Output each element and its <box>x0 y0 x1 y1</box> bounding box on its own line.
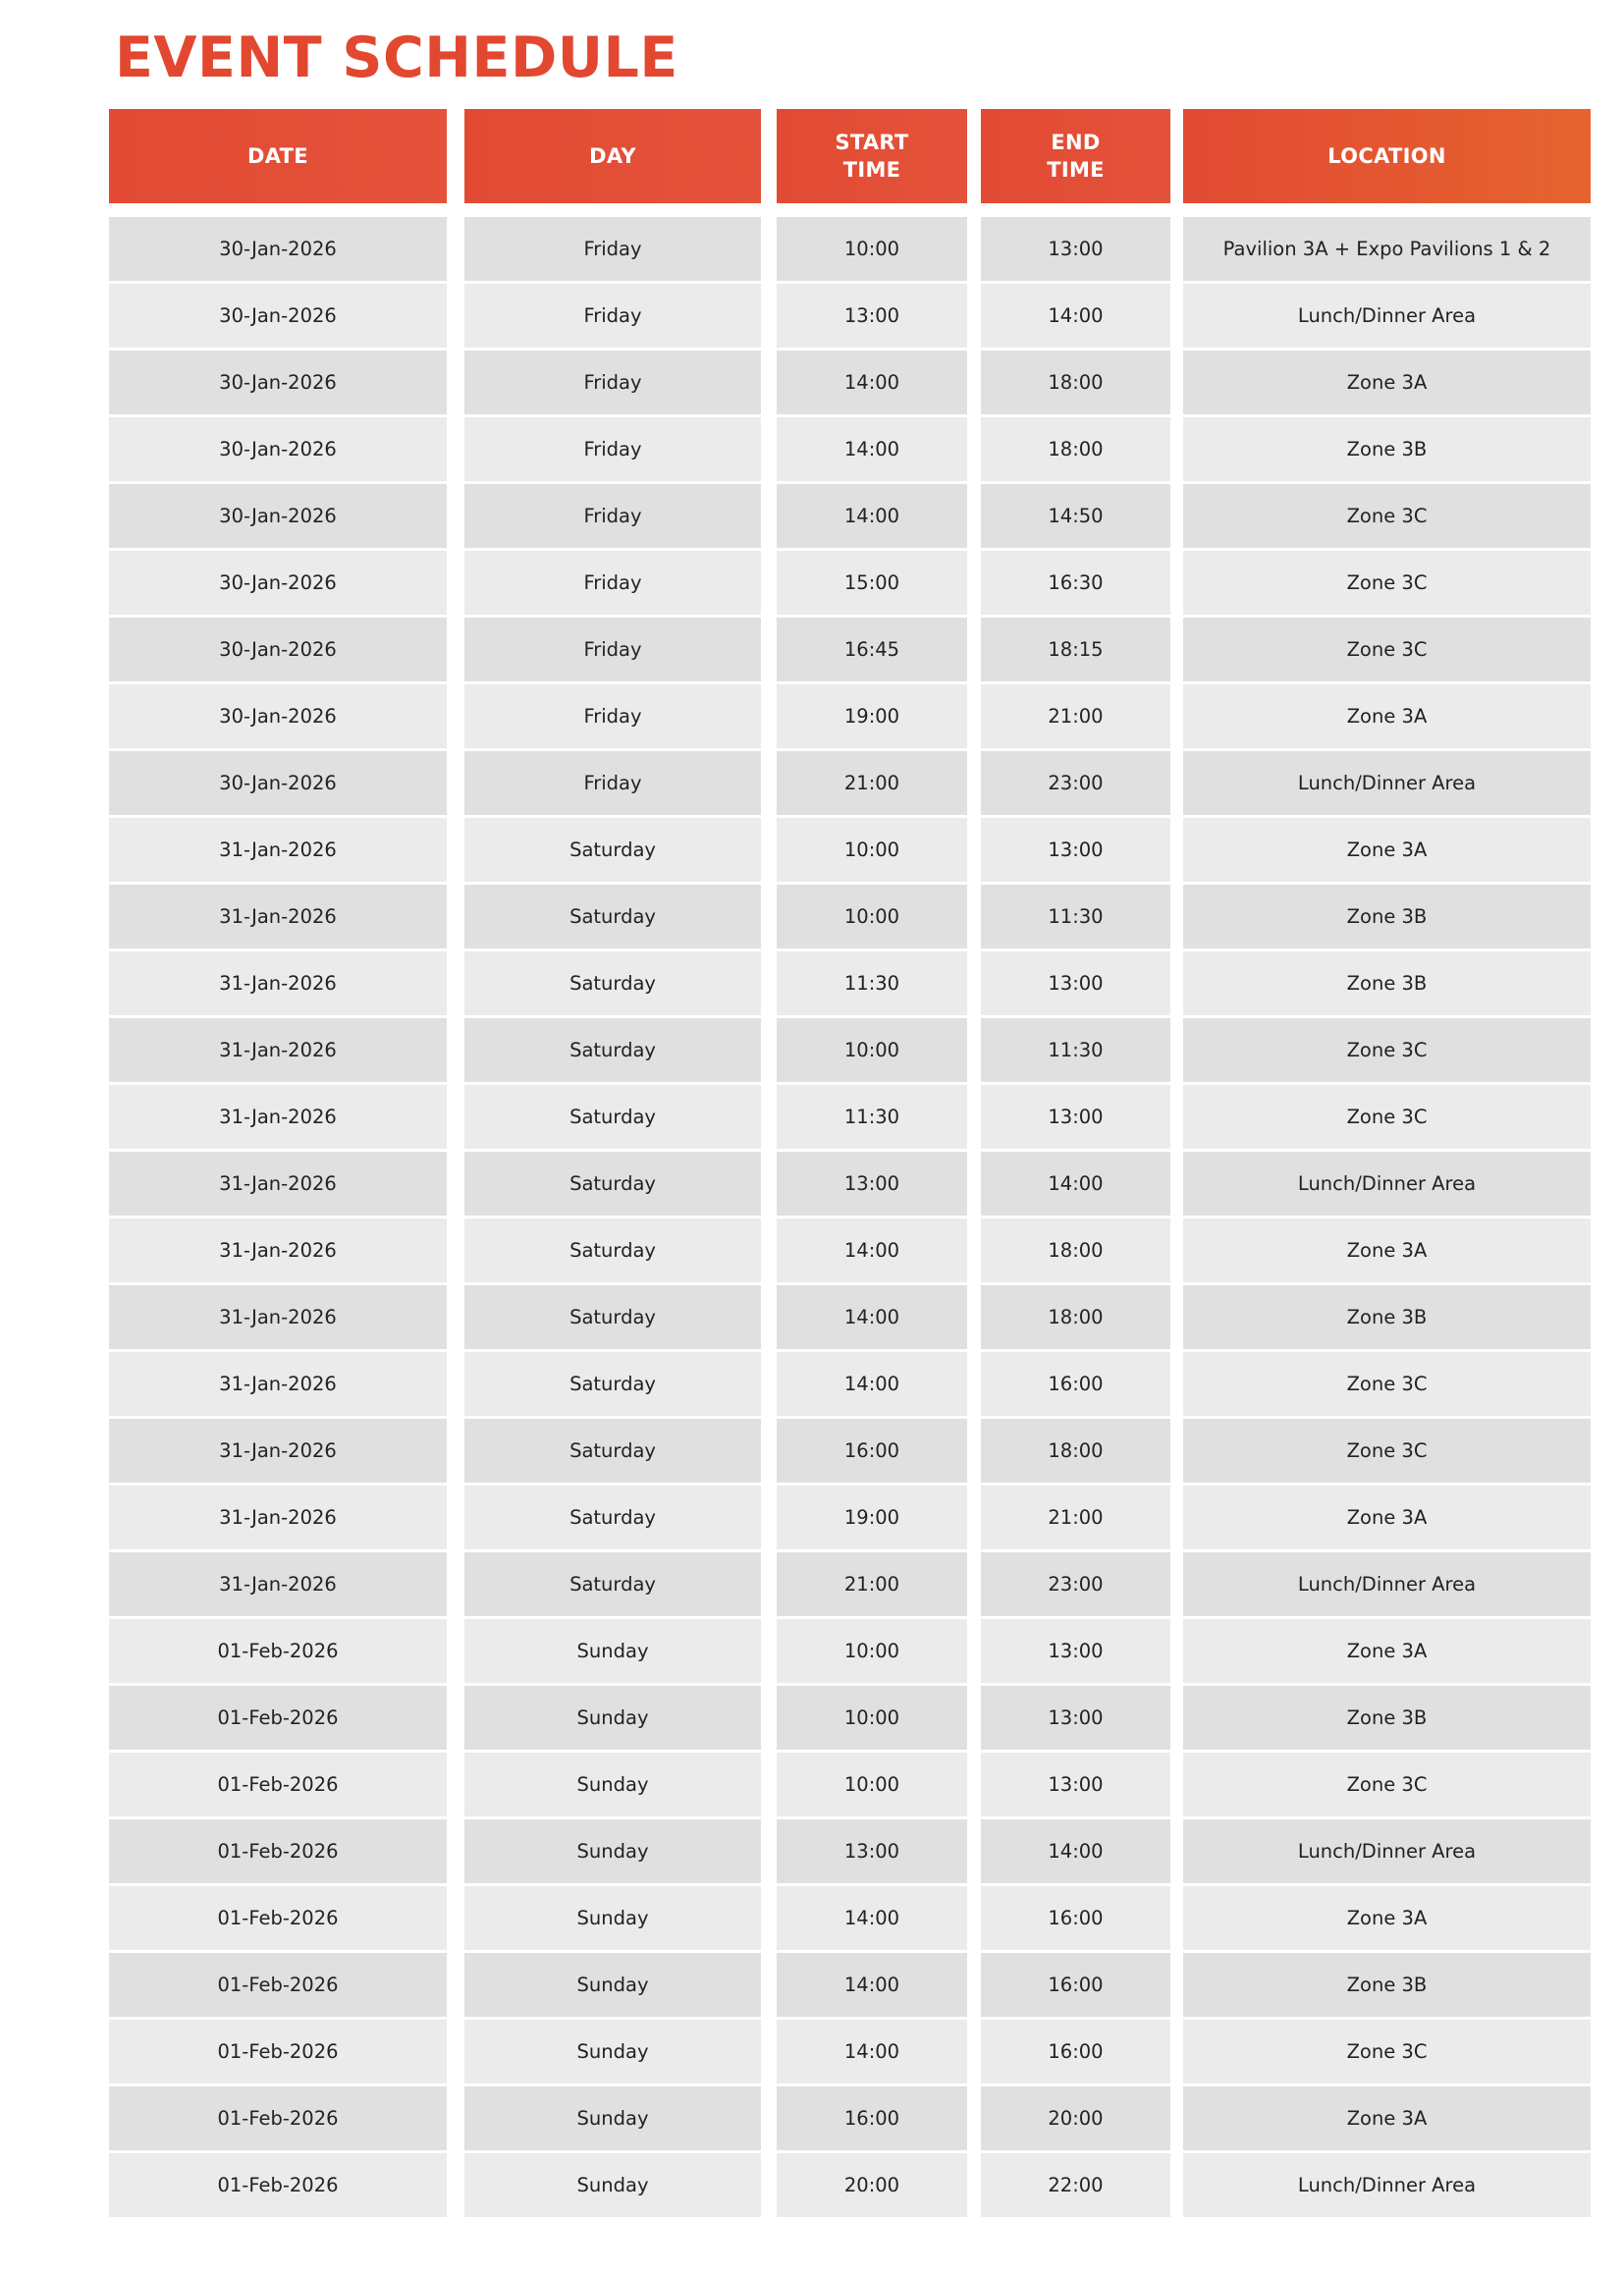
table-row <box>109 1085 1591 1149</box>
cell-day: Friday <box>464 484 761 548</box>
table-header <box>109 109 1591 203</box>
cell-date: 01-Feb-2026 <box>109 1686 447 1750</box>
cell-location: Zone 3C <box>1183 1753 1591 1816</box>
cell-location: Zone 3A <box>1183 684 1591 748</box>
table-row <box>109 2086 1591 2150</box>
cell-location: Zone 3B <box>1183 1953 1591 2017</box>
cell-start-time: 14:00 <box>777 1285 967 1349</box>
cell-location: Zone 3C <box>1183 1352 1591 1416</box>
cell-day: Friday <box>464 684 761 748</box>
cell-date: 01-Feb-2026 <box>109 1819 447 1883</box>
cell-date: 30-Jan-2026 <box>109 684 447 748</box>
cell-date: 30-Jan-2026 <box>109 417 447 481</box>
cell-start-time: 10:00 <box>777 1686 967 1750</box>
cell-date: 31-Jan-2026 <box>109 951 447 1015</box>
cell-day: Saturday <box>464 1218 761 1282</box>
table-row <box>109 684 1591 748</box>
cell-day: Saturday <box>464 1285 761 1349</box>
table-row <box>109 1486 1591 1549</box>
column-header-day: DAY <box>464 109 761 203</box>
cell-location: Zone 3B <box>1183 417 1591 481</box>
cell-end-time: 13:00 <box>981 818 1170 882</box>
cell-location: Zone 3A <box>1183 1486 1591 1549</box>
cell-start-time: 14:00 <box>777 1886 967 1950</box>
column-header-location: LOCATION <box>1183 109 1591 203</box>
cell-location: Zone 3B <box>1183 951 1591 1015</box>
cell-location: Lunch/Dinner Area <box>1183 284 1591 348</box>
cell-start-time: 21:00 <box>777 1552 967 1616</box>
table-row <box>109 1152 1591 1216</box>
cell-date: 01-Feb-2026 <box>109 1753 447 1816</box>
cell-date: 01-Feb-2026 <box>109 2153 447 2217</box>
cell-location: Zone 3C <box>1183 551 1591 615</box>
cell-location: Zone 3C <box>1183 1419 1591 1483</box>
cell-location: Zone 3C <box>1183 1018 1591 1082</box>
cell-end-time: 13:00 <box>981 1686 1170 1750</box>
cell-date: 01-Feb-2026 <box>109 1886 447 1950</box>
cell-date: 31-Jan-2026 <box>109 1285 447 1349</box>
cell-end-time: 18:00 <box>981 417 1170 481</box>
table-row <box>109 417 1591 481</box>
cell-location: Zone 3C <box>1183 618 1591 681</box>
cell-start-time: 10:00 <box>777 885 967 948</box>
table-row <box>109 1753 1591 1816</box>
cell-start-time: 21:00 <box>777 751 967 815</box>
cell-date: 31-Jan-2026 <box>109 1085 447 1149</box>
cell-date: 30-Jan-2026 <box>109 284 447 348</box>
cell-day: Sunday <box>464 1753 761 1816</box>
cell-end-time: 21:00 <box>981 684 1170 748</box>
table-row <box>109 951 1591 1015</box>
cell-day: Sunday <box>464 1886 761 1950</box>
cell-end-time: 14:00 <box>981 284 1170 348</box>
cell-location: Lunch/Dinner Area <box>1183 2153 1591 2217</box>
cell-start-time: 10:00 <box>777 1619 967 1683</box>
table-row <box>109 1218 1591 1282</box>
cell-location: Lunch/Dinner Area <box>1183 1819 1591 1883</box>
cell-date: 31-Jan-2026 <box>109 1552 447 1616</box>
cell-date: 30-Jan-2026 <box>109 351 447 414</box>
cell-start-time: 14:00 <box>777 417 967 481</box>
page-title: EVENT SCHEDULE <box>115 26 678 90</box>
cell-end-time: 18:00 <box>981 1218 1170 1282</box>
cell-day: Saturday <box>464 1552 761 1616</box>
cell-day: Saturday <box>464 951 761 1015</box>
cell-start-time: 14:00 <box>777 1218 967 1282</box>
cell-day: Friday <box>464 417 761 481</box>
cell-start-time: 15:00 <box>777 551 967 615</box>
cell-day: Sunday <box>464 1953 761 2017</box>
cell-end-time: 14:50 <box>981 484 1170 548</box>
cell-location: Zone 3C <box>1183 1085 1591 1149</box>
cell-date: 30-Jan-2026 <box>109 551 447 615</box>
cell-start-time: 16:00 <box>777 1419 967 1483</box>
cell-end-time: 21:00 <box>981 1486 1170 1549</box>
cell-day: Friday <box>464 217 761 281</box>
cell-start-time: 11:30 <box>777 1085 967 1149</box>
cell-start-time: 19:00 <box>777 1486 967 1549</box>
cell-start-time: 16:45 <box>777 618 967 681</box>
cell-start-time: 20:00 <box>777 2153 967 2217</box>
cell-location: Zone 3A <box>1183 818 1591 882</box>
table-row <box>109 618 1591 681</box>
cell-date: 30-Jan-2026 <box>109 217 447 281</box>
cell-end-time: 11:30 <box>981 1018 1170 1082</box>
table-row <box>109 1352 1591 1416</box>
cell-date: 31-Jan-2026 <box>109 818 447 882</box>
cell-end-time: 22:00 <box>981 2153 1170 2217</box>
table-row <box>109 885 1591 948</box>
table-row <box>109 351 1591 414</box>
cell-start-time: 11:30 <box>777 951 967 1015</box>
cell-start-time: 10:00 <box>777 1018 967 1082</box>
table-row <box>109 751 1591 815</box>
cell-end-time: 18:00 <box>981 1285 1170 1349</box>
table-row <box>109 1419 1591 1483</box>
cell-day: Friday <box>464 618 761 681</box>
cell-day: Friday <box>464 351 761 414</box>
table-row <box>109 1285 1591 1349</box>
cell-day: Sunday <box>464 2153 761 2217</box>
cell-end-time: 23:00 <box>981 1552 1170 1616</box>
cell-location: Zone 3C <box>1183 484 1591 548</box>
cell-date: 01-Feb-2026 <box>109 2086 447 2150</box>
table-row <box>109 818 1591 882</box>
cell-start-time: 14:00 <box>777 1352 967 1416</box>
cell-day: Saturday <box>464 818 761 882</box>
cell-end-time: 16:00 <box>981 1886 1170 1950</box>
cell-start-time: 10:00 <box>777 1753 967 1816</box>
table-row <box>109 484 1591 548</box>
cell-date: 31-Jan-2026 <box>109 885 447 948</box>
cell-end-time: 16:00 <box>981 2020 1170 2084</box>
cell-end-time: 13:00 <box>981 951 1170 1015</box>
cell-day: Sunday <box>464 1619 761 1683</box>
cell-date: 30-Jan-2026 <box>109 751 447 815</box>
cell-date: 31-Jan-2026 <box>109 1152 447 1216</box>
cell-date: 01-Feb-2026 <box>109 2020 447 2084</box>
cell-location: Zone 3B <box>1183 885 1591 948</box>
cell-location: Lunch/Dinner Area <box>1183 1152 1591 1216</box>
cell-day: Saturday <box>464 1018 761 1082</box>
table-row <box>109 1886 1591 1950</box>
cell-end-time: 13:00 <box>981 217 1170 281</box>
cell-date: 31-Jan-2026 <box>109 1352 447 1416</box>
cell-location: Pavilion 3A + Expo Pavilions 1 & 2 <box>1183 217 1591 281</box>
cell-start-time: 14:00 <box>777 351 967 414</box>
cell-day: Saturday <box>464 1486 761 1549</box>
cell-start-time: 10:00 <box>777 217 967 281</box>
cell-day: Saturday <box>464 1085 761 1149</box>
cell-end-time: 16:30 <box>981 551 1170 615</box>
cell-start-time: 10:00 <box>777 818 967 882</box>
cell-end-time: 13:00 <box>981 1619 1170 1683</box>
table-row <box>109 217 1591 281</box>
cell-location: Zone 3B <box>1183 1686 1591 1750</box>
table-row <box>109 1018 1591 1082</box>
cell-start-time: 14:00 <box>777 2020 967 2084</box>
cell-day: Sunday <box>464 1819 761 1883</box>
cell-day: Saturday <box>464 885 761 948</box>
column-header-start-time: START TIME <box>777 109 967 203</box>
cell-location: Zone 3A <box>1183 2086 1591 2150</box>
cell-location: Zone 3A <box>1183 1218 1591 1282</box>
cell-end-time: 14:00 <box>981 1819 1170 1883</box>
cell-end-time: 20:00 <box>981 2086 1170 2150</box>
cell-end-time: 13:00 <box>981 1085 1170 1149</box>
table-row <box>109 1819 1591 1883</box>
cell-day: Friday <box>464 751 761 815</box>
table-row <box>109 284 1591 348</box>
cell-location: Zone 3A <box>1183 1619 1591 1683</box>
cell-location: Zone 3A <box>1183 351 1591 414</box>
column-header-end-time: END TIME <box>981 109 1170 203</box>
table-row <box>109 1686 1591 1750</box>
cell-start-time: 16:00 <box>777 2086 967 2150</box>
table-row <box>109 1619 1591 1683</box>
column-header-date: DATE <box>109 109 447 203</box>
cell-end-time: 23:00 <box>981 751 1170 815</box>
cell-day: Saturday <box>464 1419 761 1483</box>
cell-date: 01-Feb-2026 <box>109 1953 447 2017</box>
table-row <box>109 1953 1591 2017</box>
cell-day: Sunday <box>464 2086 761 2150</box>
cell-end-time: 18:00 <box>981 1419 1170 1483</box>
cell-start-time: 14:00 <box>777 484 967 548</box>
cell-day: Sunday <box>464 2020 761 2084</box>
cell-day: Friday <box>464 551 761 615</box>
cell-date: 31-Jan-2026 <box>109 1486 447 1549</box>
table-row <box>109 1552 1591 1616</box>
cell-start-time: 13:00 <box>777 1152 967 1216</box>
cell-end-time: 11:30 <box>981 885 1170 948</box>
cell-start-time: 14:00 <box>777 1953 967 2017</box>
cell-location: Lunch/Dinner Area <box>1183 1552 1591 1616</box>
table-row <box>109 2020 1591 2084</box>
table-row <box>109 2153 1591 2217</box>
cell-location: Zone 3B <box>1183 1285 1591 1349</box>
cell-date: 31-Jan-2026 <box>109 1419 447 1483</box>
cell-date: 31-Jan-2026 <box>109 1218 447 1282</box>
table-row <box>109 551 1591 615</box>
cell-date: 01-Feb-2026 <box>109 1619 447 1683</box>
cell-day: Saturday <box>464 1352 761 1416</box>
cell-day: Friday <box>464 284 761 348</box>
cell-end-time: 18:15 <box>981 618 1170 681</box>
cell-start-time: 13:00 <box>777 1819 967 1883</box>
cell-end-time: 14:00 <box>981 1152 1170 1216</box>
cell-end-time: 18:00 <box>981 351 1170 414</box>
cell-location: Lunch/Dinner Area <box>1183 751 1591 815</box>
cell-date: 31-Jan-2026 <box>109 1018 447 1082</box>
cell-location: Zone 3A <box>1183 1886 1591 1950</box>
cell-end-time: 16:00 <box>981 1953 1170 2017</box>
cell-start-time: 13:00 <box>777 284 967 348</box>
cell-location: Zone 3C <box>1183 2020 1591 2084</box>
cell-date: 30-Jan-2026 <box>109 484 447 548</box>
cell-day: Saturday <box>464 1152 761 1216</box>
cell-date: 30-Jan-2026 <box>109 618 447 681</box>
cell-day: Sunday <box>464 1686 761 1750</box>
cell-start-time: 19:00 <box>777 684 967 748</box>
cell-end-time: 13:00 <box>981 1753 1170 1816</box>
cell-end-time: 16:00 <box>981 1352 1170 1416</box>
